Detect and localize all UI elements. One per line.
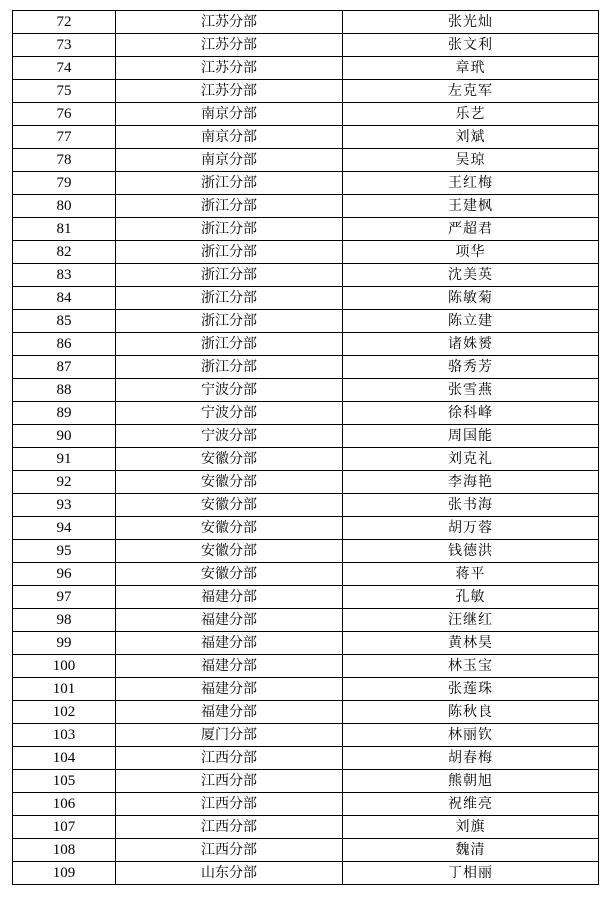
branch-cell: 江苏分部 <box>116 80 343 103</box>
name-cell: 张光灿 <box>343 11 599 34</box>
name-cell: 蒋平 <box>343 563 599 586</box>
table-row <box>13 172 599 195</box>
table-row <box>13 747 599 770</box>
personnel-table-body <box>13 11 599 885</box>
branch-cell: 宁波分部 <box>116 402 343 425</box>
table-row <box>13 379 599 402</box>
name-cell: 孔敏 <box>343 586 599 609</box>
name-cell: 张雪燕 <box>343 379 599 402</box>
name-cell: 项华 <box>343 241 599 264</box>
name-cell: 钱德洪 <box>343 540 599 563</box>
branch-cell: 安徽分部 <box>116 517 343 540</box>
name-cell: 骆秀芳 <box>343 356 599 379</box>
branch-cell: 福建分部 <box>116 678 343 701</box>
table-row <box>13 333 599 356</box>
table-row <box>13 724 599 747</box>
branch-cell: 浙江分部 <box>116 195 343 218</box>
branch-cell: 江西分部 <box>116 816 343 839</box>
row-number-cell: 90 <box>13 425 116 448</box>
row-number-cell: 82 <box>13 241 116 264</box>
name-cell: 王建枫 <box>343 195 599 218</box>
branch-cell: 江西分部 <box>116 747 343 770</box>
row-number-cell: 85 <box>13 310 116 333</box>
row-number-cell: 106 <box>13 793 116 816</box>
row-number-cell: 77 <box>13 126 116 149</box>
table-row <box>13 241 599 264</box>
branch-cell: 浙江分部 <box>116 241 343 264</box>
name-cell: 李海艳 <box>343 471 599 494</box>
table-row <box>13 862 599 885</box>
table-row <box>13 264 599 287</box>
table-row <box>13 57 599 80</box>
row-number-cell: 95 <box>13 540 116 563</box>
table-row <box>13 793 599 816</box>
name-cell: 胡春梅 <box>343 747 599 770</box>
name-cell: 黄林昊 <box>343 632 599 655</box>
table-row <box>13 839 599 862</box>
row-number-cell: 108 <box>13 839 116 862</box>
name-cell: 刘斌 <box>343 126 599 149</box>
table-row <box>13 11 599 34</box>
name-cell: 沈美英 <box>343 264 599 287</box>
branch-cell: 浙江分部 <box>116 172 343 195</box>
branch-cell: 宁波分部 <box>116 425 343 448</box>
row-number-cell: 91 <box>13 448 116 471</box>
row-number-cell: 79 <box>13 172 116 195</box>
branch-cell: 福建分部 <box>116 632 343 655</box>
name-cell: 周国能 <box>343 425 599 448</box>
row-number-cell: 81 <box>13 218 116 241</box>
table-row <box>13 402 599 425</box>
branch-cell: 浙江分部 <box>116 287 343 310</box>
table-row <box>13 149 599 172</box>
row-number-cell: 83 <box>13 264 116 287</box>
branch-cell: 福建分部 <box>116 609 343 632</box>
branch-cell: 江苏分部 <box>116 34 343 57</box>
name-cell: 严超君 <box>343 218 599 241</box>
row-number-cell: 107 <box>13 816 116 839</box>
branch-cell: 江西分部 <box>116 793 343 816</box>
table-row <box>13 494 599 517</box>
name-cell: 张文利 <box>343 34 599 57</box>
name-cell: 张书海 <box>343 494 599 517</box>
row-number-cell: 101 <box>13 678 116 701</box>
row-number-cell: 99 <box>13 632 116 655</box>
row-number-cell: 76 <box>13 103 116 126</box>
table-row <box>13 287 599 310</box>
name-cell: 章玳 <box>343 57 599 80</box>
name-cell: 魏清 <box>343 839 599 862</box>
row-number-cell: 72 <box>13 11 116 34</box>
row-number-cell: 73 <box>13 34 116 57</box>
branch-cell: 南京分部 <box>116 126 343 149</box>
branch-cell: 福建分部 <box>116 586 343 609</box>
name-cell: 林玉宝 <box>343 655 599 678</box>
table-row <box>13 126 599 149</box>
branch-cell: 福建分部 <box>116 655 343 678</box>
table-row <box>13 80 599 103</box>
table-row <box>13 448 599 471</box>
row-number-cell: 80 <box>13 195 116 218</box>
branch-cell: 江苏分部 <box>116 57 343 80</box>
row-number-cell: 103 <box>13 724 116 747</box>
table-row <box>13 586 599 609</box>
table-row <box>13 563 599 586</box>
name-cell: 诸姝赟 <box>343 333 599 356</box>
row-number-cell: 92 <box>13 471 116 494</box>
branch-cell: 江西分部 <box>116 839 343 862</box>
name-cell: 丁相丽 <box>343 862 599 885</box>
name-cell: 熊朝旭 <box>343 770 599 793</box>
name-cell: 吴琼 <box>343 149 599 172</box>
row-number-cell: 102 <box>13 701 116 724</box>
table-row <box>13 103 599 126</box>
row-number-cell: 89 <box>13 402 116 425</box>
name-cell: 刘旗 <box>343 816 599 839</box>
name-cell: 林丽钦 <box>343 724 599 747</box>
table-row <box>13 540 599 563</box>
branch-cell: 江西分部 <box>116 770 343 793</box>
name-cell: 陈秋良 <box>343 701 599 724</box>
table-row <box>13 655 599 678</box>
table-row <box>13 632 599 655</box>
branch-cell: 安徽分部 <box>116 471 343 494</box>
table-row <box>13 770 599 793</box>
name-cell: 胡万蓉 <box>343 517 599 540</box>
table-row <box>13 471 599 494</box>
branch-cell: 江苏分部 <box>116 11 343 34</box>
table-row <box>13 34 599 57</box>
name-cell: 乐艺 <box>343 103 599 126</box>
name-cell: 张莲珠 <box>343 678 599 701</box>
row-number-cell: 100 <box>13 655 116 678</box>
table-row <box>13 609 599 632</box>
name-cell: 陈立建 <box>343 310 599 333</box>
branch-cell: 福建分部 <box>116 701 343 724</box>
table-row <box>13 816 599 839</box>
row-number-cell: 75 <box>13 80 116 103</box>
table-row <box>13 701 599 724</box>
row-number-cell: 104 <box>13 747 116 770</box>
branch-cell: 南京分部 <box>116 103 343 126</box>
table-row <box>13 425 599 448</box>
branch-cell: 浙江分部 <box>116 264 343 287</box>
name-cell: 祝维亮 <box>343 793 599 816</box>
table-row <box>13 195 599 218</box>
name-cell: 刘克礼 <box>343 448 599 471</box>
name-cell: 陈敏菊 <box>343 287 599 310</box>
row-number-cell: 96 <box>13 563 116 586</box>
branch-cell: 山东分部 <box>116 862 343 885</box>
name-cell: 左克军 <box>343 80 599 103</box>
table-row <box>13 218 599 241</box>
row-number-cell: 86 <box>13 333 116 356</box>
branch-cell: 安徽分部 <box>116 494 343 517</box>
personnel-table <box>12 10 599 885</box>
branch-cell: 安徽分部 <box>116 563 343 586</box>
name-cell: 徐科峰 <box>343 402 599 425</box>
row-number-cell: 87 <box>13 356 116 379</box>
branch-cell: 安徽分部 <box>116 448 343 471</box>
table-row <box>13 310 599 333</box>
name-cell: 汪继红 <box>343 609 599 632</box>
row-number-cell: 93 <box>13 494 116 517</box>
branch-cell: 宁波分部 <box>116 379 343 402</box>
branch-cell: 厦门分部 <box>116 724 343 747</box>
branch-cell: 浙江分部 <box>116 310 343 333</box>
branch-cell: 安徽分部 <box>116 540 343 563</box>
row-number-cell: 74 <box>13 57 116 80</box>
row-number-cell: 88 <box>13 379 116 402</box>
row-number-cell: 98 <box>13 609 116 632</box>
branch-cell: 浙江分部 <box>116 218 343 241</box>
row-number-cell: 105 <box>13 770 116 793</box>
table-row <box>13 356 599 379</box>
row-number-cell: 109 <box>13 862 116 885</box>
row-number-cell: 97 <box>13 586 116 609</box>
row-number-cell: 94 <box>13 517 116 540</box>
row-number-cell: 84 <box>13 287 116 310</box>
table-row <box>13 678 599 701</box>
branch-cell: 南京分部 <box>116 149 343 172</box>
row-number-cell: 78 <box>13 149 116 172</box>
table-row <box>13 517 599 540</box>
branch-cell: 浙江分部 <box>116 333 343 356</box>
branch-cell: 浙江分部 <box>116 356 343 379</box>
name-cell: 王红梅 <box>343 172 599 195</box>
